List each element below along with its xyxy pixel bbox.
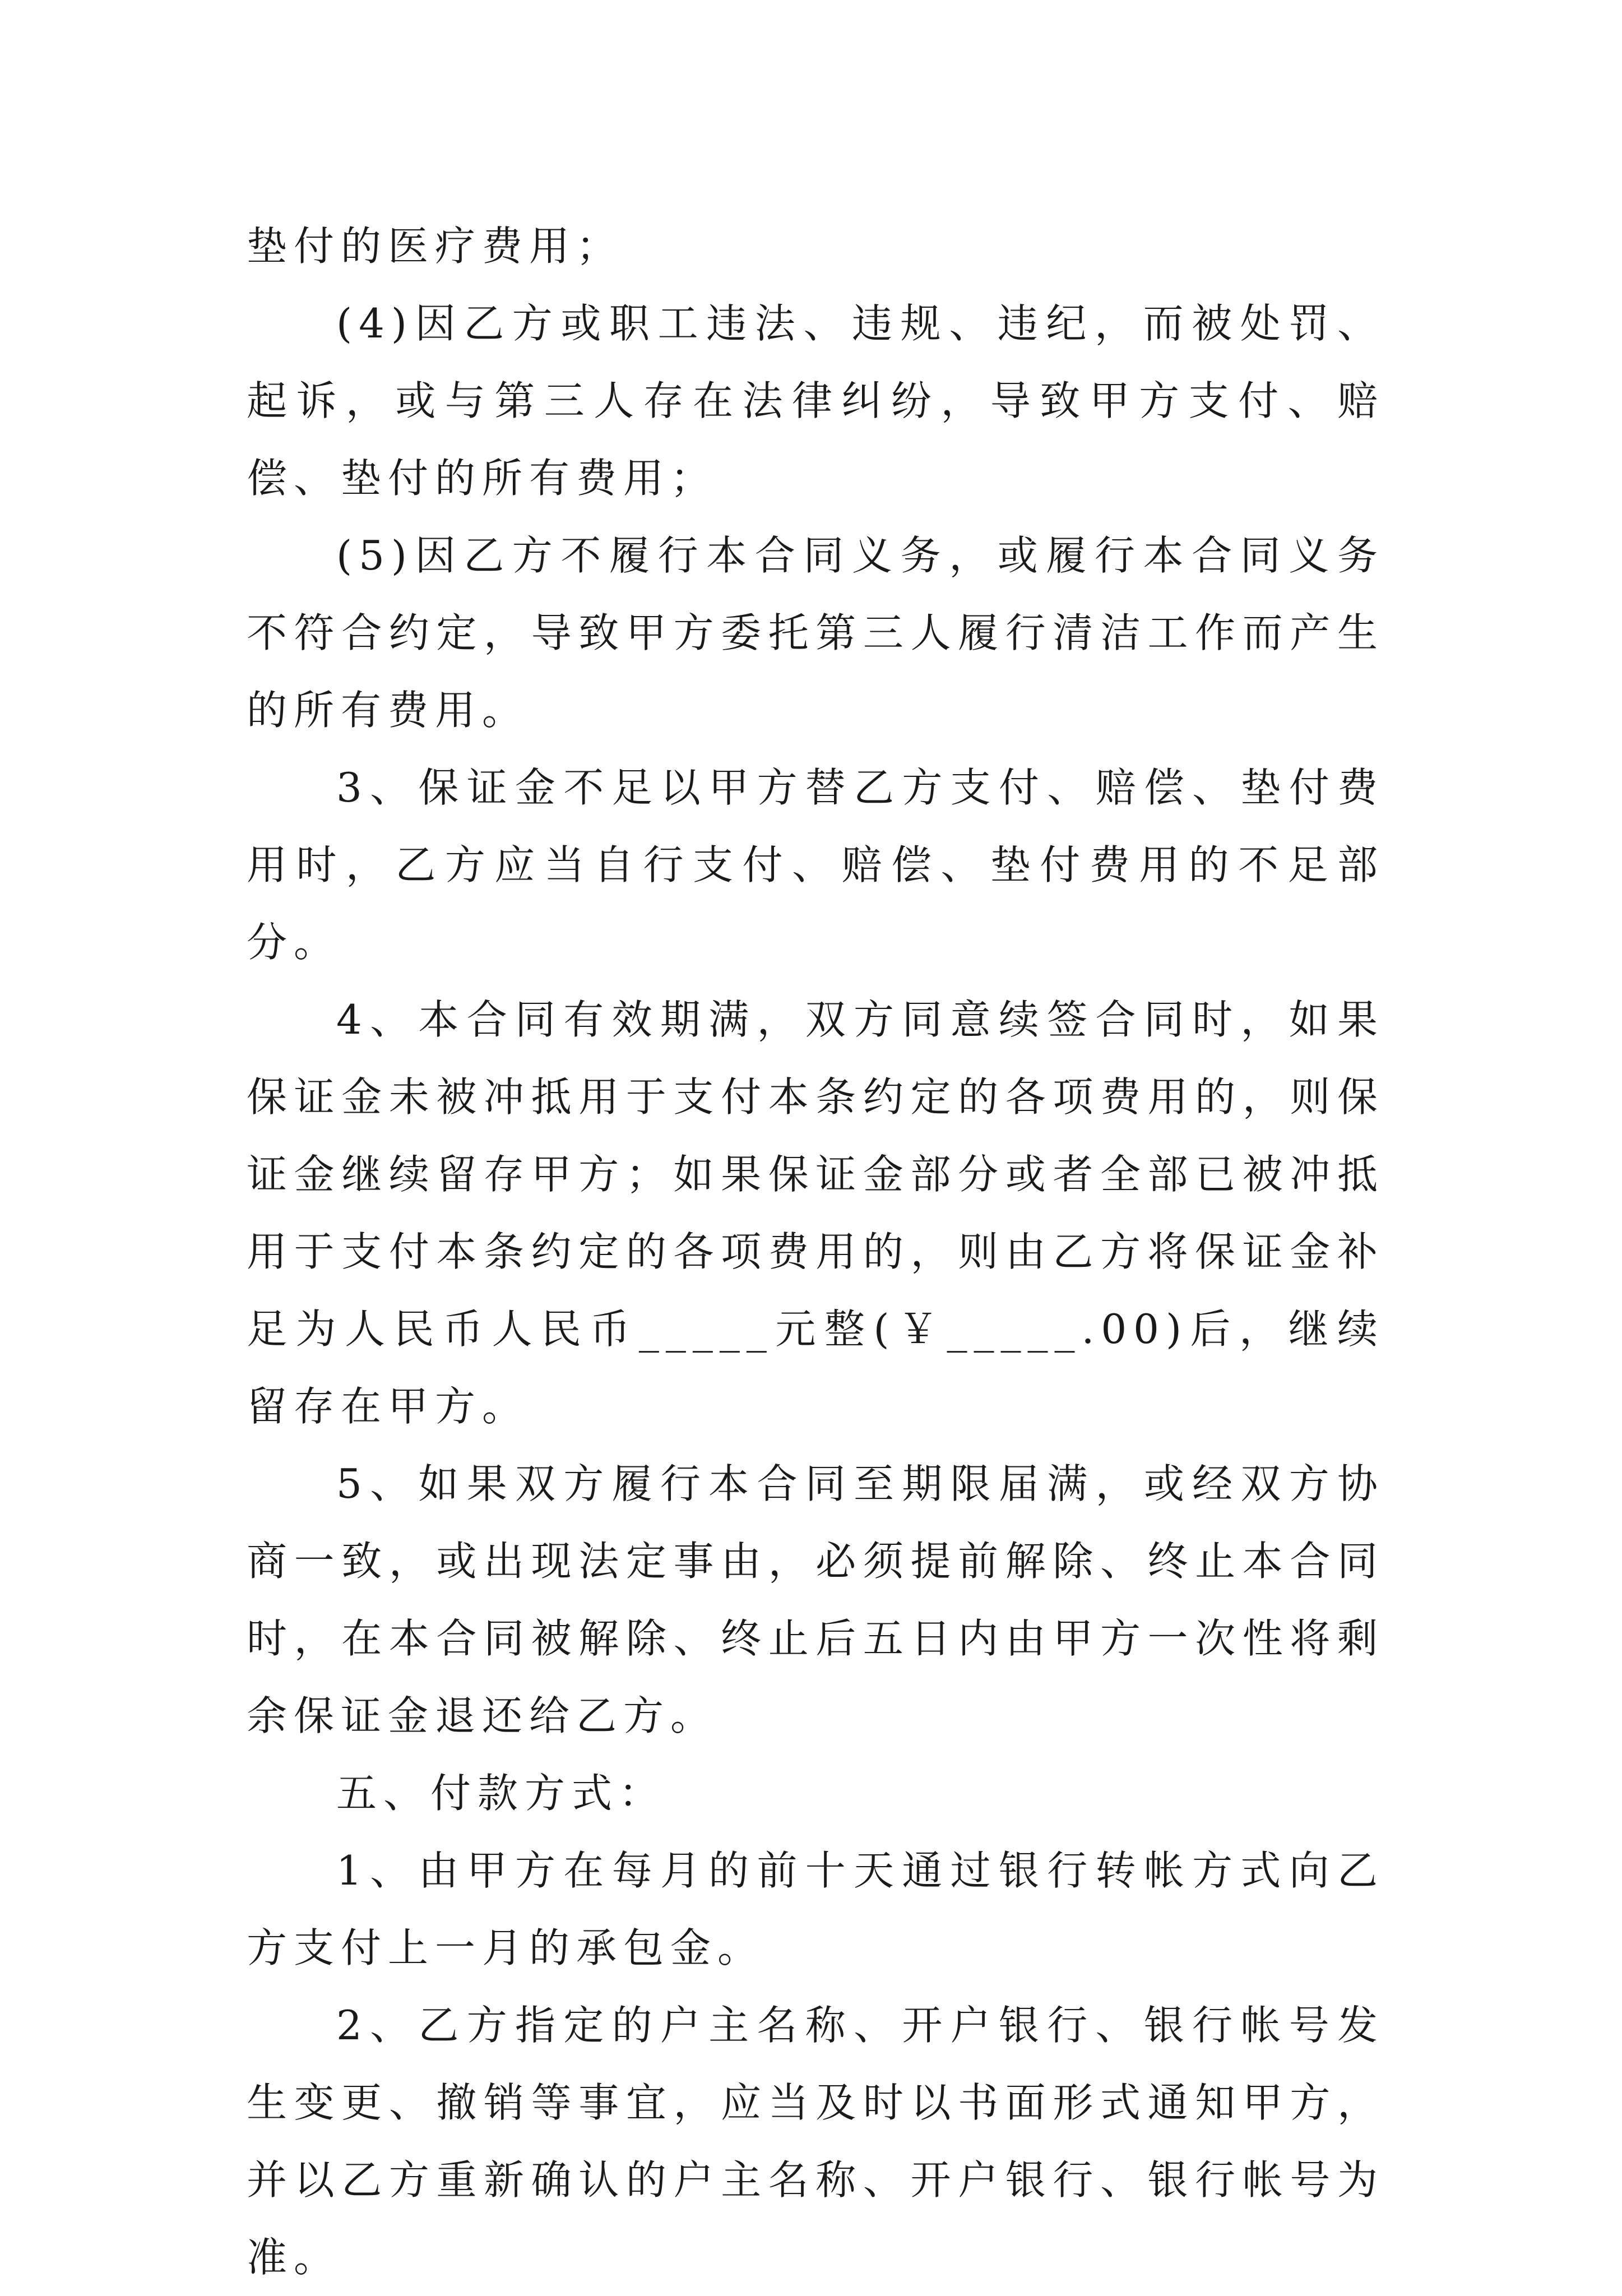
paragraph-item-3: 3、保证金不足以甲方替乙方支付、赔偿、垫付费用时，乙方应当自行支付、赔偿、垫付费用的不足部分。: [247, 764, 1384, 966]
paragraph-clause-4: (4)因乙方或职工违法、违规、违纪，而被处罚、起诉，或与第三人存在法律纠纷，导致甲方支付、赔偿、垫付的所有费用；: [247, 300, 1384, 502]
document-body: [247, 207, 1384, 2296]
paragraph-medical-fees: 垫付的医疗费用；: [247, 223, 624, 270]
paragraph-payment-1: 1、由甲方在每月的前十天通过银行转帐方式向乙方支付上一月的承包金。: [247, 1847, 1384, 1971]
paragraph-item-5: 5、如果双方履行本合同至期限届满，或经双方协商一致，或出现法定事由，必须提前解除、终止本合同时，在本合同被解除、终止后五日内由甲方一次性将剩余保证金退还给乙方。: [247, 1460, 1384, 1739]
section-heading-payment: 五、付款方式：: [336, 1770, 666, 1817]
paragraph-item-4: 4、本合同有效期满，双方同意续签合同时，如果保证金未被冲抵用于支付本条约定的各项费用的，则保证金继续留存甲方；如果保证金部分或者全部已被冲抵用于支付本条约定的各项费用的，则由乙方将保证金补足为人民币人民币_____元整(￥_____.00)后，继续留存在甲方。: [247, 996, 1384, 1430]
paragraph-payment-2: 2、乙方指定的户主名称、开户银行、银行帐号发生变更、撤销等事宜，应当及时以书面形式通知甲方，并以乙方重新确认的户主名称、开户银行、银行帐号为准。: [247, 2002, 1384, 2281]
paragraph-clause-5: (5)因乙方不履行本合同义务，或履行本合同义务不符合约定，导致甲方委托第三人履行清洁工作而产生的所有费用。: [247, 532, 1384, 734]
